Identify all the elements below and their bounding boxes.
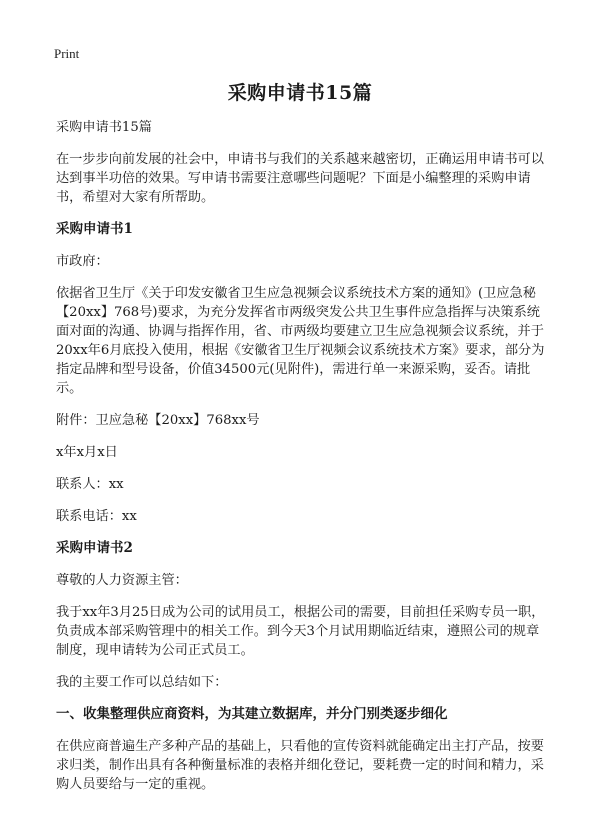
print-label[interactable]: Print: [54, 46, 80, 61]
date-line: x年x月x日: [56, 445, 118, 460]
subheading-1: 一、收集整理供应商资料，为其建立数据库，并分门别类逐步细化: [56, 706, 448, 722]
document-body: [56, 118, 552, 807]
detail-paragraph: 在供应商普遍生产多种产品的基础上，只看他的宣传资料就能确定出主打产品，按要求归类，制作出具有各种衡量标准的表格并细化登记，要耗费一定的时间和精力，采购人员要给与一定的重视。: [56, 739, 544, 792]
intro-paragraph: 在一步步向前发展的社会中，申请书与我们的关系越来越密切，正确运用申请书可以达到事半功倍的效果。写申请书需要注意哪些问题呢？下面是小编整理的采购申请书，希望对大家有所帮助。: [56, 152, 544, 205]
contact-line: 联系人：xx: [56, 477, 124, 492]
document-subtitle: 采购申请书15篇: [56, 120, 152, 135]
attachment-line: 附件：卫应急秘【20xx】768xx号: [56, 413, 260, 428]
section-heading-1: 采购申请书1: [56, 221, 133, 237]
phone-line: 联系电话：xx: [56, 509, 137, 524]
page-title: 采购申请书15篇: [227, 82, 373, 104]
body-paragraph-2: 我于xx年3月25日成为公司的试用员工，根据公司的需要，目前担任采购专员一职，负责成本部采购管理中的相关工作。到今天3个月试用期临近结束，遵照公司的规章制度，现申请转为公司正式员工。: [56, 605, 545, 658]
salutation-2: 尊敬的人力资源主管：: [56, 573, 188, 588]
section-heading-2: 采购申请书2: [56, 540, 133, 556]
summary-line: 我的主要工作可以总结如下：: [56, 675, 228, 690]
body-paragraph-1: 依据省卫生厅《关于印发安徽省卫生应急视频会议系统技术方案的通知》(卫应急秘【20xx】768号)要求，为充分发挥省市两级突发公共卫生事件应急指挥与决策系统面对面的沟通、协调与指挥作用，省、市两级均要建立卫生应急视频会议系统，并于20xx年6月底投入使用，根据《安徽省卫生厅视频会议系统技术方案》要求，部分为指定品牌和型号设备，价值34500元(见附件)，需进行单一来源采购，妥否。请批示。: [56, 286, 545, 396]
salutation-1: 市政府：: [56, 254, 109, 269]
